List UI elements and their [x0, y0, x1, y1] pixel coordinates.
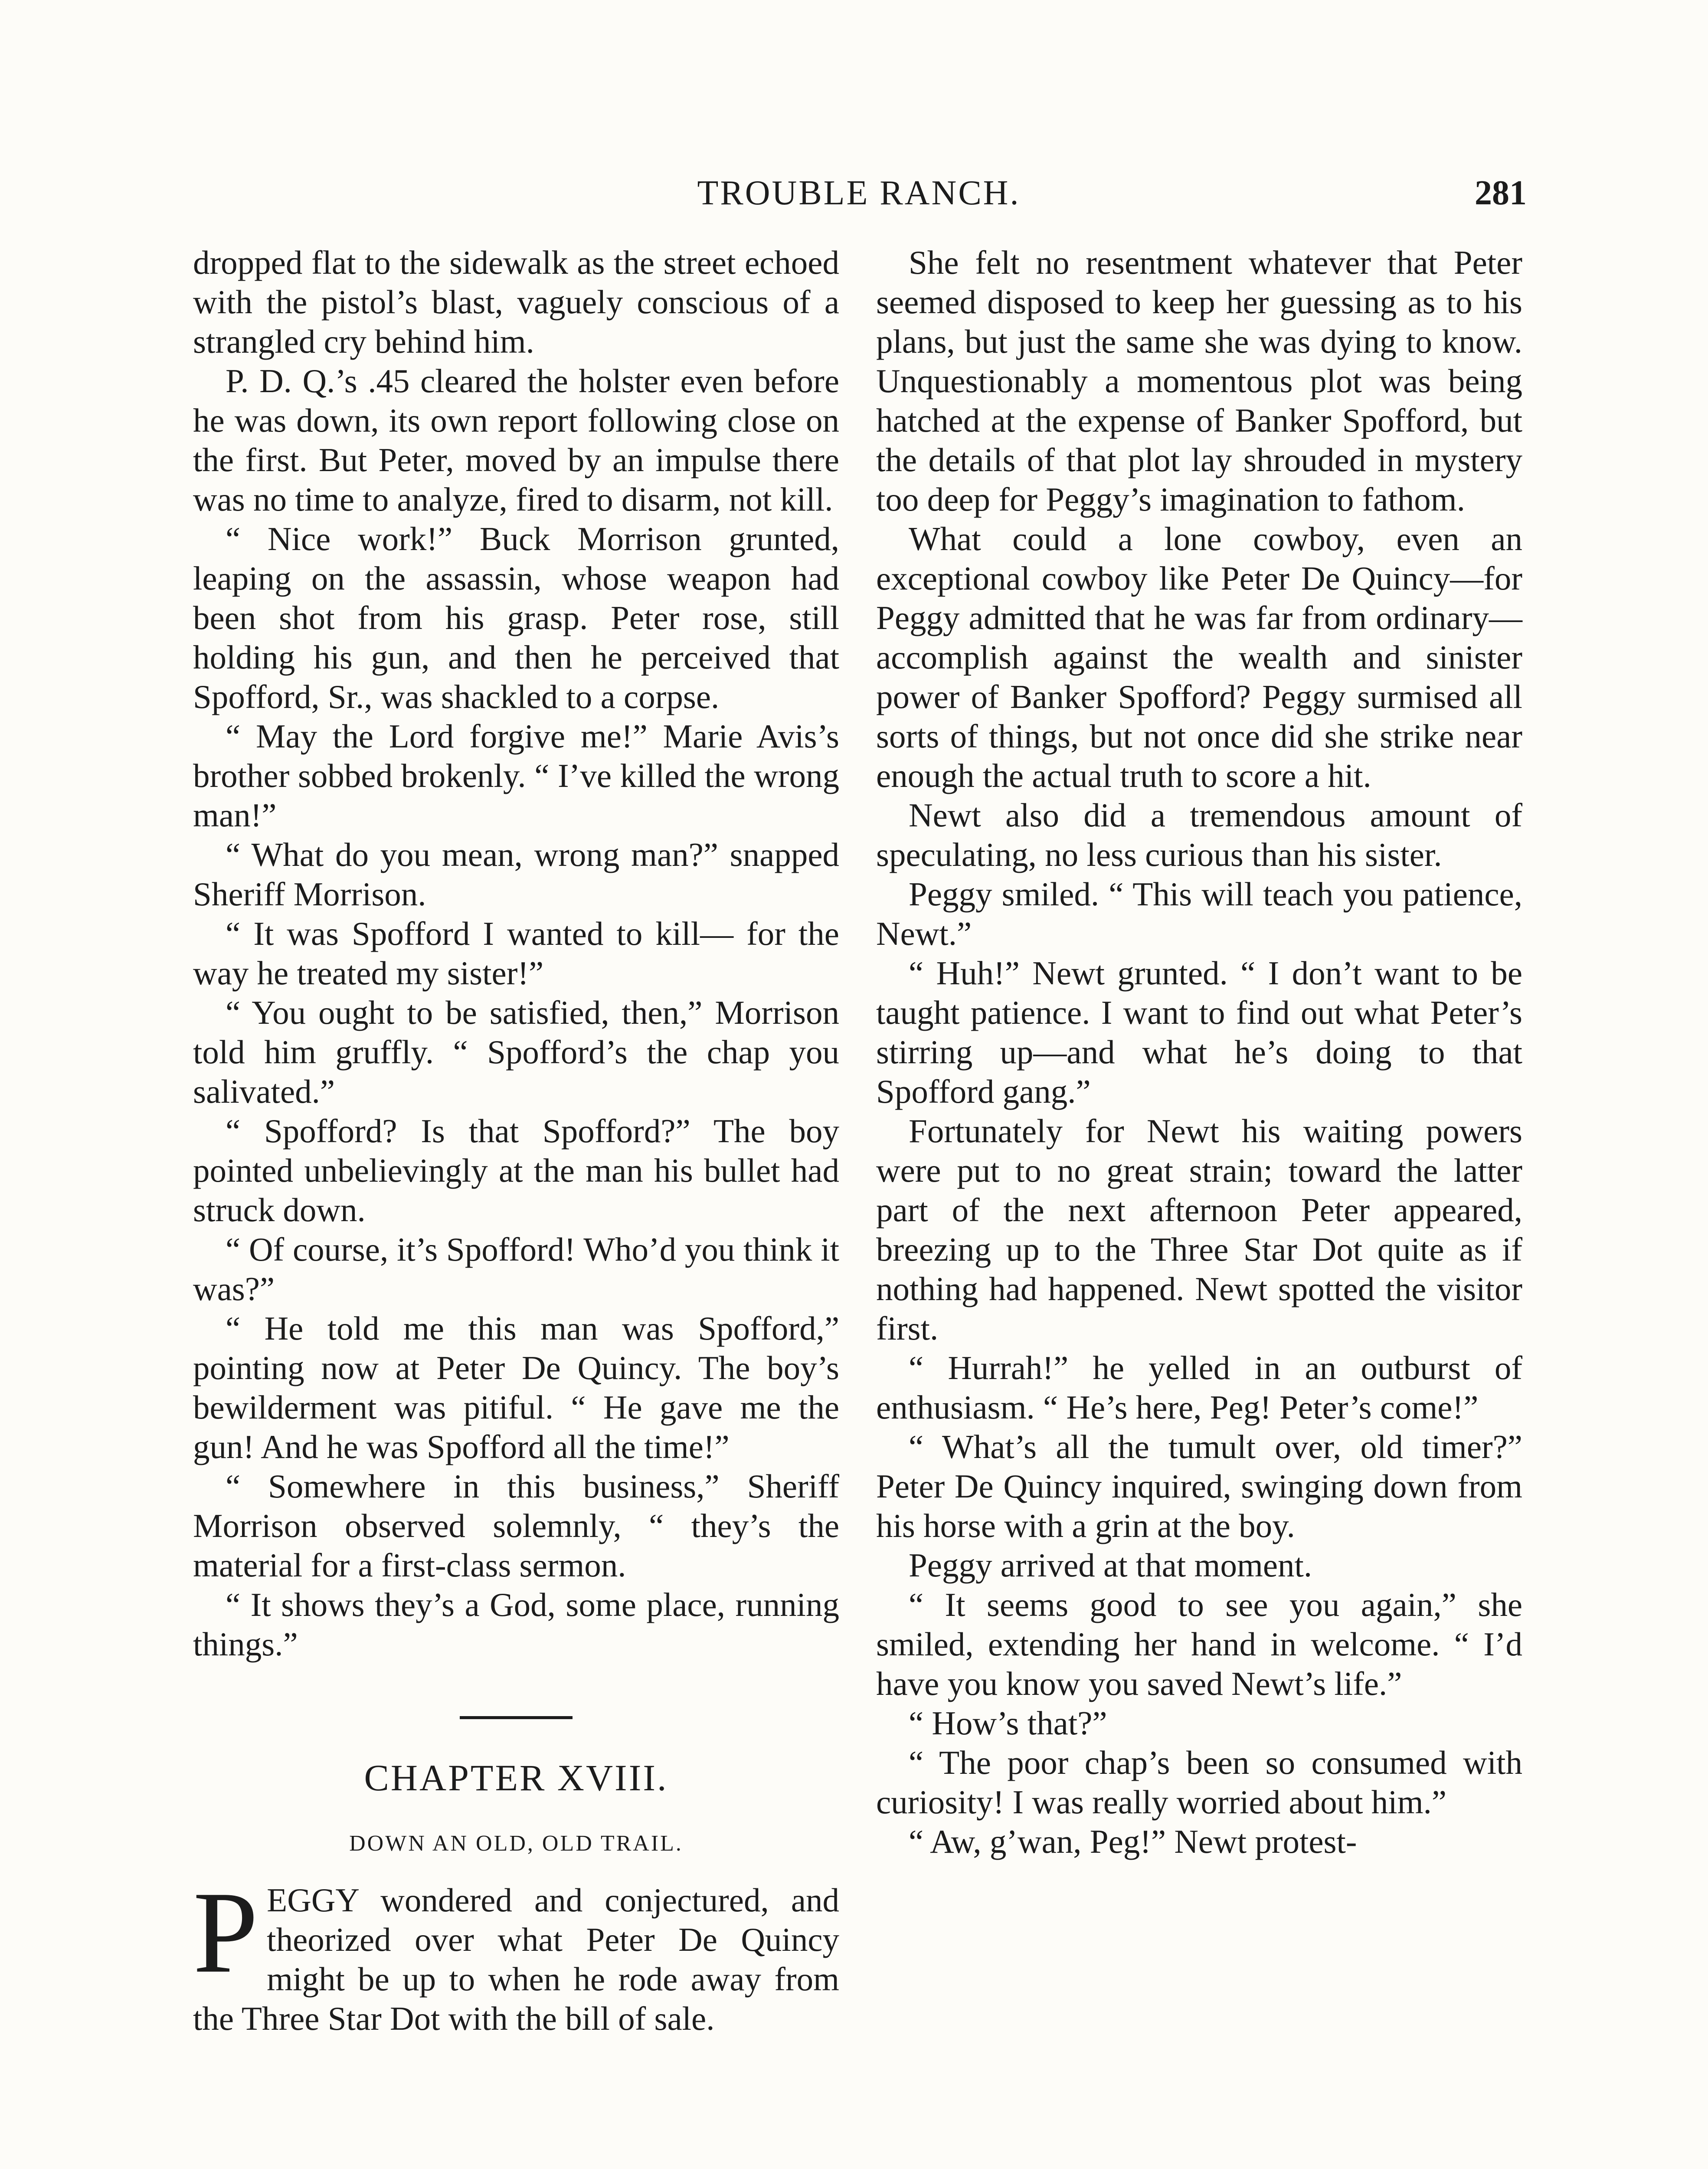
paragraph: Peggy smiled. “ This will teach you patience, Newt.” [876, 875, 1522, 952]
chapter-subtitle: DOWN AN OLD, OLD TRAIL. [349, 1831, 683, 1856]
paragraph: “ Huh!” Newt grunted. “ I don’t want to be taught patience. I want to find out what Peter’s stirring up—and what he’s doing to that Spofford gang.” [876, 954, 1522, 1110]
paragraph: “ How’s that?” [909, 1704, 1107, 1742]
paragraph: Fortunately for Newt his waiting powers were put to no great strain; toward the latter part of the next afternoon Peter appeared, breezing up to the Three Star Dot quite as if nothing had happened. Newt spotted the visitor first. [876, 1112, 1522, 1347]
right-column [876, 243, 1522, 1861]
left-column [193, 243, 839, 2038]
chapter-heading: CHAPTER XVIII. [364, 1757, 668, 1799]
page-number: 281 [1475, 174, 1527, 212]
paragraph: “ It was Spofford I wanted to kill— for the way he treated my sister!” [193, 915, 839, 992]
paragraph: “ Of course, it’s Spofford! Who’d you think it was?” [193, 1231, 839, 1307]
paragraph: “ What’s all the tumult over, old timer?” Peter De Quincy inquired, swinging down from his horse with a grin at the boy. [876, 1428, 1522, 1544]
paragraph: “ The poor chap’s been so consumed with curiosity! I was really worried about him.” [876, 1744, 1522, 1821]
paragraph: “ Spofford? Is that Spofford?” The boy pointed unbelievingly at the man his bullet had struck down. [193, 1112, 839, 1229]
paragraph: P. D. Q.’s .45 cleared the holster even before he was down, its own report following close on the first. But Peter, moved by an impulse there was no time to analyze, fired to disarm, not kill. [193, 362, 839, 518]
chapter-opening-paragraph [193, 1868, 839, 2038]
paragraph: Peggy arrived at that moment. [909, 1546, 1312, 1584]
paragraph: “ He told me this man was Spofford,” pointing now at Peter De Quincy. The boy’s bewilderment was pitiful. “ He gave me the gun! And he was Spofford all the time!” [193, 1310, 839, 1465]
section-divider [460, 1716, 573, 1719]
paragraph: What could a lone cowboy, even an exceptional cowboy like Peter De Quincy—for Peggy admitted that he was far from ordinary—accomplish against the wealth and sinister power of Banker Spofford? Peggy surmised all sorts of things, but not once did she strike near enough the actual truth to score a hit. [876, 520, 1522, 794]
opening-text: EGGY wondered and conjectured, and theorized over what Peter De Quincy might be up to when he rode away from the Three Star Dot with the bill of sale. [193, 1881, 839, 2037]
paragraph: “ Somewhere in this business,” Sheriff Morrison observed solemnly, “ they’s the material for a first-class sermon. [193, 1468, 839, 1584]
running-title: TROUBLE RANCH. [697, 174, 1021, 212]
paragraph: She felt no resentment whatever that Peter seemed disposed to keep her guessing as to his plans, but just the same she was dying to know. Unquestionably a momentous plot was being hatched at the expense of Banker Spofford, but the details of that plot lay shrouded in mystery too deep for Peggy’s imagination to fathom. [876, 244, 1522, 518]
paragraph: “ It seems good to see you again,” she smiled, extending her hand in welcome. “ I’d have you know you saved Newt’s life.” [876, 1586, 1522, 1702]
paragraph: Newt also did a tremendous amount of speculating, no less curious than his sister. [876, 796, 1522, 873]
paragraph: dropped flat to the sidewalk as the street echoed with the pistol’s blast, vaguely conscious of a strangled cry behind him. [193, 244, 839, 360]
running-header [191, 174, 1527, 221]
paragraph: “ Hurrah!” he yelled in an outburst of enthusiasm. “ He’s here, Peg! Peter’s come!” [876, 1349, 1522, 1426]
paragraph: “ It shows they’s a God, some place, running things.” [193, 1586, 839, 1663]
paragraph: “ May the Lord forgive me!” Marie Avis’s brother sobbed brokenly. “ I’ve killed the wrong man!” [193, 718, 839, 834]
paragraph: “ Aw, g’wan, Peg!” Newt protest- [909, 1823, 1357, 1860]
drop-cap: P [193, 1868, 258, 1997]
paragraph: “ Nice work!” Buck Morrison grunted, leaping on the assassin, whose weapon had been shot from his grasp. Peter rose, still holding his gun, and then he perceived that Spofford, Sr., was shackled to a corpse. [193, 520, 839, 715]
paragraph: “ You ought to be satisfied, then,” Morrison told him gruffly. “ Spofford’s the chap you salivated.” [193, 994, 839, 1110]
paragraph: “ What do you mean, wrong man?” snapped Sheriff Morrison. [193, 836, 839, 913]
